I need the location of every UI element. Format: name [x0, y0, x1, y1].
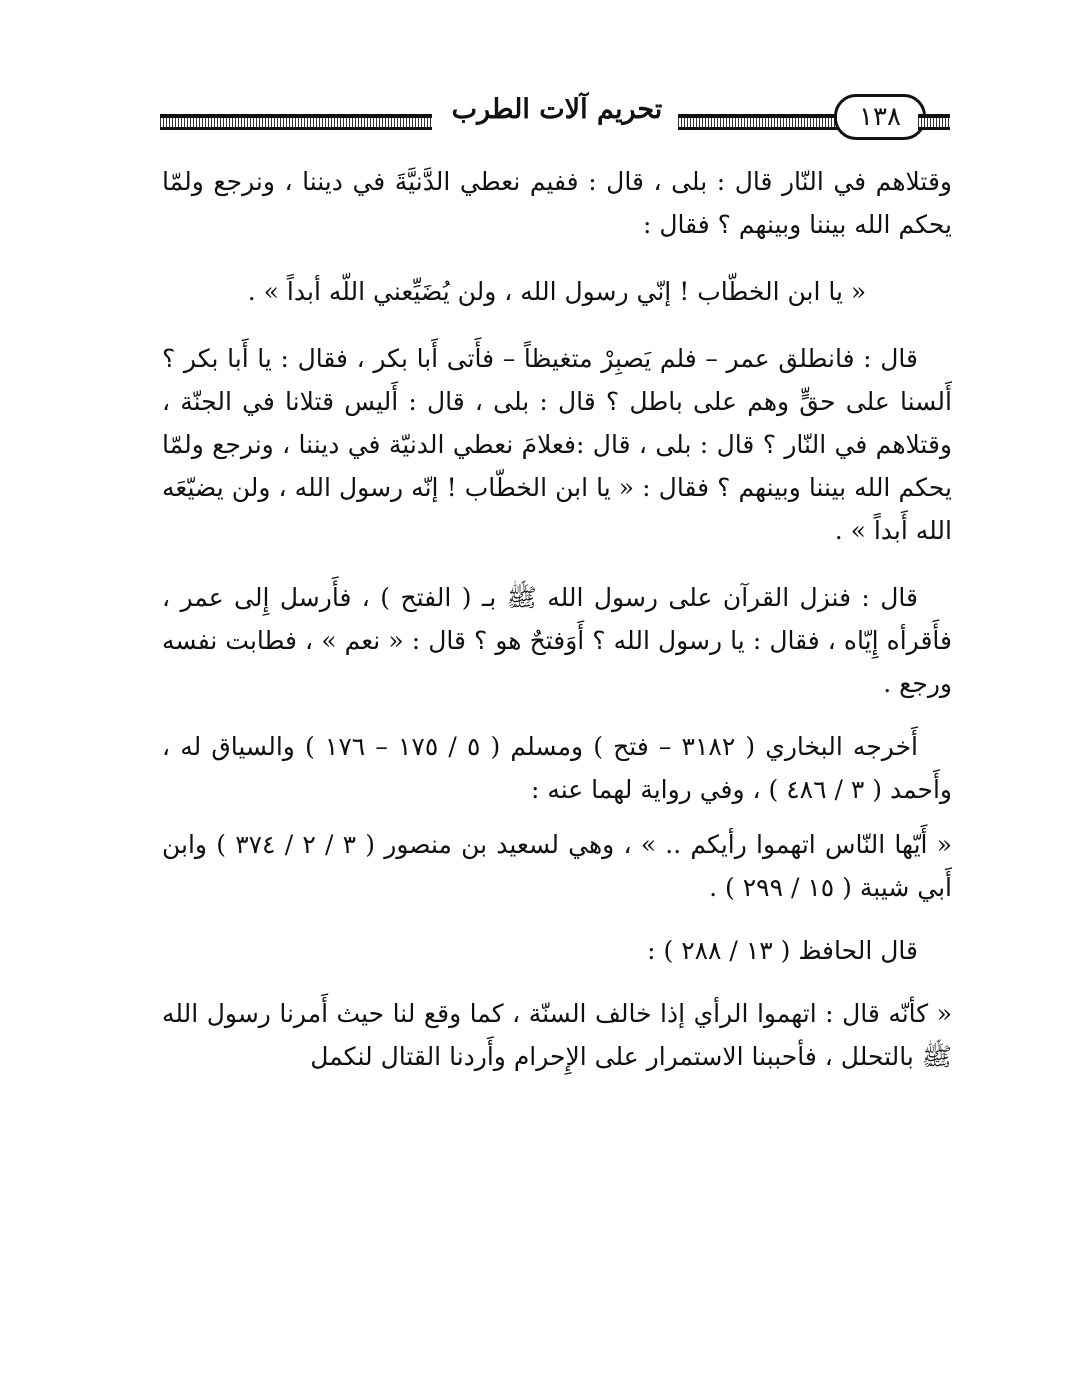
- paragraph-7-hafiz: قال الحافظ ( ١٣ / ٢٨٨ ) :: [647, 936, 918, 965]
- paragraph-2-quote: « يا ابن الخطّاب ! إنّي رسول الله ، ولن يُضَيِّعني اللّه أبداً » .: [247, 277, 867, 306]
- header-rule-left: [160, 114, 432, 130]
- header-rule-right: [918, 114, 950, 130]
- header-rule-middle: [678, 114, 838, 130]
- paragraph-1: وقتلاهم في النّار قال : بلى ، قال : ففيم نعطي الدَّنيَّةَ في ديننا ، ونرجع ولمّا يحكم الله بيننا وبينهم ؟ فقال :: [162, 167, 952, 239]
- header-title: تحريم آلات الطرب: [451, 94, 663, 125]
- paragraph-5-citation: أَخرجه البخاري ( ٣١٨٢ – فتح ) ومسلم ( ٥ / ١٧٥ – ١٧٦ ) والسياق له ، وأَحمد ( ٣ / ٤٨٦ ) ، وفي رواية لهما عنه :: [162, 732, 952, 804]
- page-body: [162, 160, 952, 1078]
- paragraph-4: قال : فنزل القرآن على رسول الله ﷺ بـ ( الفتح ) ، فأَرسل إِلى عمر ، فأَقرأه إِيّاه ، فقال : يا رسول الله ؟ أَوَفتحٌ هو ؟ قال : « نعم » ، فطابت نفسه ورجع .: [162, 583, 952, 698]
- page-number: ١٣٨: [834, 94, 926, 140]
- paragraph-8-quote: « كأنّه قال : اتهموا الرأي إذا خالف السنّة ، كما وقع لنا حيث أَمرنا رسول الله ﷺ بالتحلل ، فأحببنا الاستمرار على الإِحرام وأَردنا القتال لنكمل: [162, 999, 952, 1071]
- paragraph-3: قال : فانطلق عمر – فلم يَصبِرْ متغيظاً – فأَتى أَبا بكر ، فقال : يا أَبا بكر ؟ أَلسنا على حقٍّ وهم على باطل ؟ قال : بلى ، قال : أَليس قتلانا في الجنّة ، وقتلاهم في النّار ؟ قال : بلى ، قال :فعلامَ نعطي الدنيّة في ديننا ، ونرجع ولمّا يحكم الله بيننا وبينهم ؟ فقال : « يا ابن الخطّاب ! إنّه رسول الله ، ولن يضيّعَه الله أَبداً » .: [162, 344, 952, 545]
- paragraph-6-narration: « أَيّها النّاس اتهموا رأيكم .. » ، وهي لسعيد بن منصور ( ٣ / ٢ / ٣٧٤ ) وابن أَبي شيبة ( ١٥ / ٢٩٩ ) .: [162, 830, 952, 902]
- running-header: [160, 88, 950, 146]
